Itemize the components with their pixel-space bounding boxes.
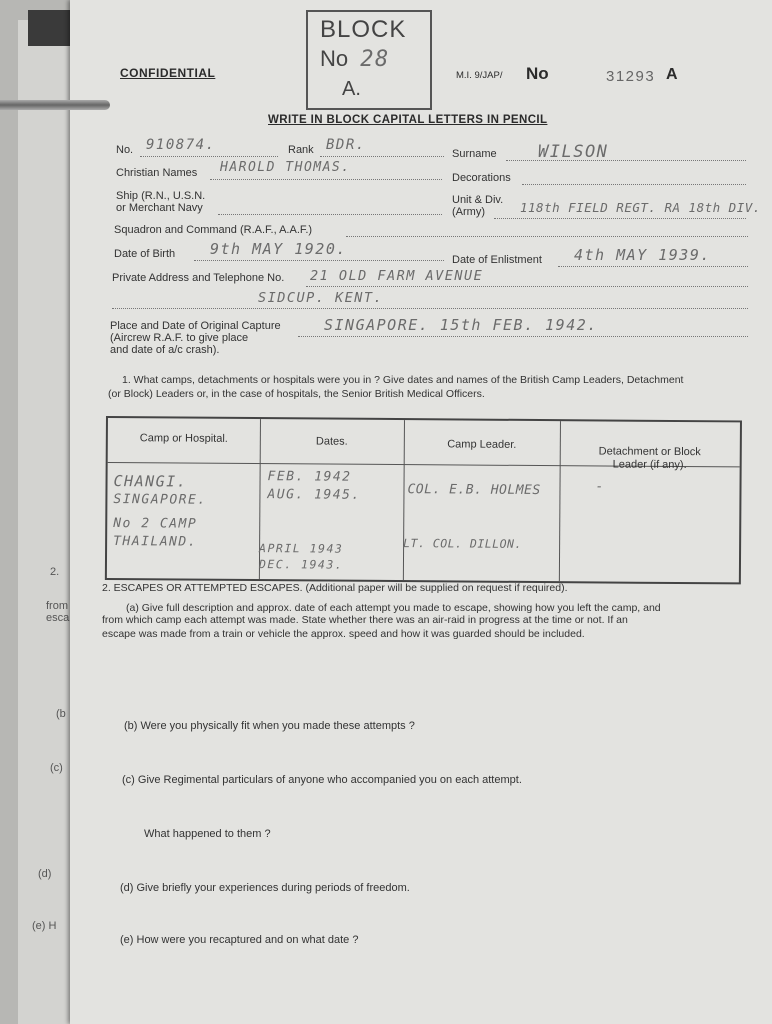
- enlistment-value: 4th MAY 1939.: [574, 246, 711, 264]
- surname-label: Surname: [452, 148, 497, 160]
- ship-label-line2: or Merchant Navy: [116, 202, 203, 214]
- table-header-detachment-line2: Leader (if any).: [612, 458, 687, 472]
- christian-names-line: [210, 179, 442, 180]
- unit-value: 118th FIELD REGT. RA 18th DIV.: [520, 200, 761, 215]
- question-2a-text: (a) Give full description and approx. date of each attempt you made to escape, showing how you left the camp, and: [126, 602, 661, 614]
- margin-fragment: (d): [38, 868, 52, 880]
- squadron-line: [346, 236, 748, 237]
- capture-line: [298, 336, 748, 337]
- no-line: [140, 156, 278, 157]
- camps-table: [105, 416, 742, 584]
- camp-entry: No 2 CAMP: [113, 516, 198, 532]
- enlistment-line: [558, 266, 748, 267]
- capture-label-line2: (Aircrew R.A.F. to give place: [110, 332, 249, 344]
- ship-label: Ship (R.N., U.S.N.: [116, 190, 206, 202]
- dob-label: Date of Birth: [114, 248, 176, 260]
- margin-fragment: (b: [56, 708, 66, 720]
- capture-label: Place and Date of Original Capture: [110, 320, 281, 332]
- table-header-camp: Camp or Hospital.: [139, 432, 228, 445]
- block-stamp-number: [320, 46, 390, 72]
- surname-value: WILSON: [538, 142, 609, 162]
- block-stamp: [306, 10, 432, 110]
- decorations-label: Decorations: [452, 172, 511, 184]
- question-2d-text: (d) Give briefly your experiences during periods of freedom.: [120, 882, 410, 894]
- camp-entry: CHANGI.: [113, 472, 188, 491]
- question-1-text-line2: (or Block) Leaders or, in the case of hospitals, the Senior British Medical Officers.: [108, 388, 485, 400]
- no-label: No.: [116, 144, 134, 156]
- margin-fragment: (e) H: [32, 920, 57, 932]
- margin-fragment: from: [46, 600, 68, 612]
- unit-label: Unit & Div.: [452, 194, 504, 206]
- question-2-heading: 2. ESCAPES OR ATTEMPTED ESCAPES. (Additional paper will be supplied on request if required).: [102, 582, 568, 594]
- margin-fragment: 2.: [50, 566, 60, 578]
- unit-label-line2: (Army): [452, 206, 485, 218]
- question-2e-text: (e) How were you recaptured and on what date ?: [120, 934, 359, 946]
- table-header-leader: Camp Leader.: [447, 438, 517, 451]
- form-page: [70, 0, 772, 1024]
- address-value-line2: SIDCUP. KENT.: [258, 290, 384, 306]
- address-line-2: [112, 308, 748, 309]
- leader-entry: LT. COL. DILLON.: [403, 536, 522, 551]
- unit-line: [494, 218, 746, 219]
- camp-entry: THAILAND.: [113, 534, 198, 550]
- address-label: Private Address and Telephone No.: [112, 272, 285, 284]
- question-2c-text: (c) Give Regimental particulars of anyone who accompanied you on each attempt.: [122, 774, 522, 786]
- squadron-label: Squadron and Command (R.A.F., A.A.F.): [114, 224, 313, 236]
- form-instruction: WRITE IN BLOCK CAPITAL LETTERS IN PENCIL: [268, 114, 548, 126]
- margin-fragment: esca: [46, 612, 70, 624]
- capture-value: SINGAPORE. 15th FEB. 1942.: [324, 316, 598, 334]
- rank-value: BDR.: [326, 137, 366, 153]
- date-entry: APRIL 1943: [259, 541, 344, 556]
- dob-line: [194, 260, 444, 261]
- reference-suffix: A: [666, 66, 678, 83]
- dob-value: 9th MAY 1920.: [210, 240, 347, 258]
- question-2a-text-line2: from which camp each attempt was made. State whether there was an air-raid in progress at the time or not. If an: [102, 614, 628, 626]
- question-2b-text: (b) Were you physically fit when you made these attempts ?: [124, 720, 415, 732]
- address-line: [306, 286, 748, 287]
- block-stamp-title: BLOCK: [320, 16, 407, 43]
- capture-label-line3: and date of a/c crash).: [110, 344, 220, 356]
- rank-label: Rank: [288, 144, 314, 156]
- christian-names-label: Christian Names: [116, 167, 198, 179]
- decorations-line: [522, 184, 746, 185]
- block-stamp-letter: A.: [342, 78, 361, 100]
- table-header-detachment: Detachment or Block: [598, 445, 701, 459]
- date-entry: AUG. 1945.: [267, 487, 361, 503]
- ship-line: [218, 214, 442, 215]
- table-header-dates: Dates.: [315, 435, 348, 448]
- enlistment-label: Date of Enlistment: [452, 254, 542, 266]
- christian-names-value: HAROLD THOMAS.: [220, 160, 351, 175]
- reference-label: M.I. 9/JAP/: [456, 70, 503, 81]
- binding-string: [0, 100, 110, 110]
- confidential-label: CONFIDENTIAL: [120, 66, 216, 80]
- detachment-entry: -: [595, 479, 605, 495]
- reference-number: 31293: [606, 68, 656, 85]
- date-entry: FEB. 1942: [267, 469, 352, 485]
- block-stamp-no-label: No: [320, 46, 349, 71]
- question-1-text: 1. What camps, detachments or hospitals were you in ? Give dates and names of the British Camp Leaders, Detachment: [122, 374, 684, 386]
- block-stamp-no-value: 28: [360, 47, 390, 72]
- address-value: 21 OLD FARM AVENUE: [310, 268, 484, 284]
- no-value: 910874.: [146, 137, 216, 153]
- reference-no-label: No: [526, 64, 549, 83]
- date-entry: DEC. 1943.: [258, 557, 344, 572]
- leader-entry: COL. E.B. HOLMES: [407, 482, 541, 499]
- margin-fragment: (c): [50, 762, 63, 774]
- rank-line: [320, 156, 444, 157]
- camp-entry: SINGAPORE.: [113, 492, 207, 508]
- question-2c-followup: What happened to them ?: [144, 828, 271, 840]
- question-2a-text-line3: escape was made from a train or vehicle the approx. speed and how it was guarded should be included.: [102, 628, 585, 640]
